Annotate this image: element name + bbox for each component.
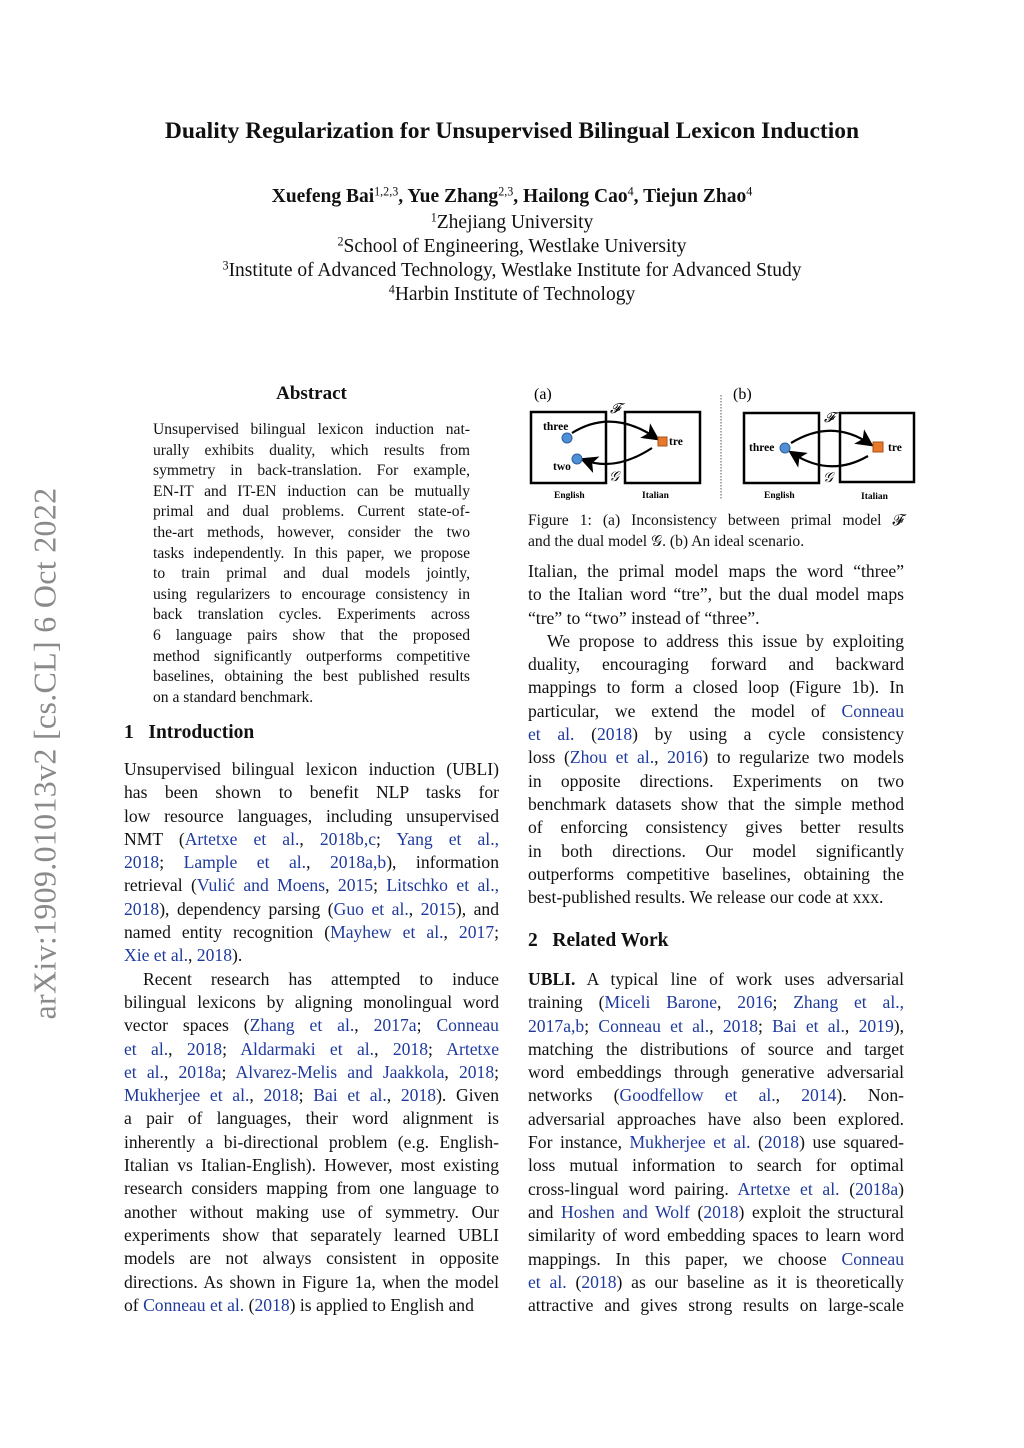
citation-link[interactable]: Hoshen and Wolf bbox=[561, 1201, 690, 1222]
text-line: Xie et al., 2018). bbox=[124, 945, 243, 966]
figure-panel-b bbox=[733, 386, 914, 502]
citation-link[interactable]: Goodfellow et al. bbox=[619, 1085, 776, 1106]
affiliation-name: Zhejiang University bbox=[436, 212, 594, 233]
text-line: cross-lingual word pairing. Artetxe et al. (2018a) bbox=[528, 1178, 904, 1199]
text-line: For instance, Mukherjee et al. (2018) use squared- bbox=[528, 1132, 904, 1153]
citation-link[interactable]: 2018 bbox=[124, 898, 160, 919]
text-line: in opposite directions. Experiments on two bbox=[528, 770, 904, 791]
author: Tiejun Zhao bbox=[643, 186, 747, 207]
citation-link[interactable]: Guo et al. bbox=[333, 898, 409, 919]
text-line: the-art methods, however, consider the two bbox=[153, 523, 470, 541]
citation-link[interactable]: Mukherjee et al. bbox=[124, 1085, 250, 1106]
text-line: word embeddings through generative adversarial bbox=[528, 1062, 904, 1083]
author-affiliation-mark: 4 bbox=[627, 184, 634, 199]
section-number: 2 bbox=[528, 930, 538, 951]
text-line: et al. (2018) as our baseline as it is theoretically bbox=[528, 1271, 904, 1292]
citation-link[interactable]: 2018 bbox=[458, 1061, 495, 1082]
panel-label: (a) bbox=[534, 386, 552, 403]
abstract-heading: Abstract bbox=[276, 383, 347, 404]
affiliation-mark: 1 bbox=[430, 210, 437, 225]
text-line: mappings. In this paper, we choose Conneau bbox=[528, 1248, 904, 1269]
citation-link[interactable]: Bai et al. bbox=[772, 1015, 845, 1036]
figure-panel-a bbox=[531, 386, 700, 501]
section-number: 1 bbox=[124, 722, 134, 743]
citation-link[interactable]: Zhang et al., bbox=[793, 992, 905, 1013]
citation-link[interactable]: 2017a,b bbox=[528, 1015, 585, 1036]
figure-caption bbox=[528, 511, 904, 552]
panel-label: (b) bbox=[733, 386, 752, 403]
text-line: networks (Goodfellow et al., 2014). Non- bbox=[528, 1085, 904, 1106]
citation-link[interactable]: Artetxe bbox=[446, 1038, 500, 1059]
related-work-body bbox=[528, 968, 904, 1317]
text-line: best-published results. We release our code at xxx. bbox=[528, 887, 884, 908]
citation-link[interactable]: 2018 bbox=[722, 1015, 759, 1036]
text-line: method significantly outperforms competitive bbox=[153, 647, 470, 665]
language-label: Italian bbox=[861, 492, 888, 502]
citation-link[interactable]: Litschko et al., bbox=[386, 875, 499, 896]
text-line: using regularizers to encourage consistency in bbox=[153, 585, 470, 603]
introduction-body bbox=[124, 758, 499, 1317]
citation-link[interactable]: 2014 bbox=[801, 1085, 837, 1106]
citation-link[interactable]: 2017a bbox=[373, 1015, 417, 1036]
text-line: training (Miceli Barone, 2016; Zhang et al., bbox=[528, 992, 905, 1013]
citation-link[interactable]: Conneau et al. bbox=[143, 1294, 245, 1315]
citation-link[interactable]: 2018a bbox=[855, 1178, 899, 1199]
text-line: bilingual lexicons by aligning monolingual word bbox=[124, 991, 499, 1012]
text-line: primal and dual problems. Current state-of- bbox=[153, 503, 470, 521]
citation-link[interactable]: 2015 bbox=[337, 875, 374, 896]
text-line: 6 language pairs show that the proposed bbox=[153, 626, 470, 644]
text-line: outperforms competitive baselines, obtaining the bbox=[528, 863, 904, 884]
text-line: inherently a bi-directional problem (e.g. English- bbox=[124, 1131, 499, 1152]
affiliation-name: Institute of Advanced Technology, Westlake Institute for Advanced Study bbox=[228, 260, 802, 281]
citation-link[interactable]: Conneau bbox=[436, 1015, 499, 1036]
citation-link[interactable]: 2016 bbox=[737, 992, 773, 1013]
citation-link[interactable]: 2016 bbox=[667, 747, 703, 768]
citation-link[interactable]: 2015 bbox=[420, 898, 456, 919]
text-line: and the dual model 𝒢. (b) An ideal scenario. bbox=[528, 532, 805, 550]
language-label: English bbox=[554, 491, 585, 501]
citation-link[interactable]: Conneau bbox=[841, 700, 904, 721]
citation-link[interactable]: Yang et al., bbox=[396, 828, 499, 849]
text-line: urally exhibits duality, which results from bbox=[153, 441, 470, 459]
citation-link[interactable]: Artetxe et al. bbox=[184, 828, 300, 849]
text-line: Italian, the primal model maps the word “three” bbox=[528, 561, 904, 581]
text-line: to train primal and dual models jointly, bbox=[153, 565, 470, 583]
citation-link[interactable]: 2018 bbox=[596, 724, 633, 745]
text-line: Unsupervised bilingual lexicon induction (UBLI) bbox=[124, 759, 499, 779]
citation-link[interactable]: Mayhew et al. bbox=[330, 922, 444, 943]
text-line: Mukherjee et al., 2018; Bai et al., 2018). Given bbox=[124, 1085, 499, 1106]
text-line: particular, we extend the model of Conneau bbox=[528, 700, 904, 721]
citation-link[interactable]: 2017 bbox=[458, 922, 495, 943]
text-line: to the Italian word “tre”, but the dual model maps bbox=[528, 584, 904, 605]
text-line: retrieval (Vulić and Moens, 2015; Litschko et al., bbox=[124, 875, 499, 896]
text-line: et al. (2018) by using a cycle consistency bbox=[528, 724, 904, 745]
paragraph-lead: UBLI. bbox=[528, 969, 576, 989]
text-line: mappings to form a closed loop (Figure 1b). In bbox=[528, 677, 904, 698]
word-label: three bbox=[543, 421, 569, 433]
citation-link[interactable]: et al. bbox=[124, 1061, 164, 1082]
figure-1 bbox=[0, 0, 1024, 520]
citation-link[interactable]: 2018 bbox=[400, 1085, 437, 1106]
word-label: tre bbox=[669, 436, 683, 448]
dual-mapping-arrow bbox=[792, 453, 868, 466]
text-line: Recent research has attempted to induce bbox=[143, 968, 499, 989]
citation-link[interactable]: Conneau et al. bbox=[598, 1015, 710, 1036]
paper-title: Duality Regularization for Unsupervised Bilingual Lexicon Induction bbox=[164, 118, 860, 144]
citation-link[interactable]: et al. bbox=[528, 1271, 567, 1292]
introduction-body-continued bbox=[528, 560, 904, 909]
text-line: UBLI. A typical line of work uses adversarial bbox=[528, 969, 904, 989]
author-list: Xuefeng Bai$^{1,2,3}$, Yue Zhang$^{2,3}$, Hailong Cao$^4$, Tiejun Zhao$^4$ bbox=[271, 184, 753, 207]
citation-link[interactable]: Vulić and Moens bbox=[196, 875, 326, 896]
dual-model-label: 𝒢 bbox=[823, 471, 833, 486]
text-line: of enforcing consistency gives better results bbox=[528, 817, 904, 838]
text-line: directions. As shown in Figure 1a, when the model bbox=[124, 1271, 499, 1292]
text-line: models are not always consistent in opposite bbox=[124, 1248, 499, 1269]
dual-model-label: 𝒢 bbox=[609, 470, 619, 485]
citation-link[interactable]: 2018a,b bbox=[329, 852, 387, 873]
text-line: Figure 1: (a) Inconsistency between primal model 𝓕 bbox=[528, 512, 904, 529]
text-line: low resource languages, including unsupervised bbox=[124, 805, 499, 826]
citation-link[interactable]: Alvarez-Melis and Jaakkola bbox=[235, 1061, 445, 1082]
language-label: English bbox=[764, 491, 795, 501]
affiliation-name: Harbin Institute of Technology bbox=[394, 284, 636, 305]
citation-link[interactable]: 2018 bbox=[124, 852, 160, 873]
text-line: loss mutual information to search for optimal bbox=[528, 1155, 904, 1176]
citation-link[interactable]: Zhou et al. bbox=[569, 747, 655, 768]
text-line: EN-IT and IT-EN induction can be mutually bbox=[153, 482, 470, 500]
citation-link[interactable]: Lample et al. bbox=[183, 852, 307, 873]
citation-link[interactable]: 2018 bbox=[392, 1038, 428, 1059]
word-label: tre bbox=[888, 442, 902, 454]
text-line: 2018; Lample et al., 2018a,b), information bbox=[124, 852, 499, 873]
text-line: research considers mapping from one language to bbox=[124, 1178, 499, 1199]
text-line: Italian vs Italian-English). However, most existing bbox=[124, 1155, 499, 1176]
two-point bbox=[572, 454, 582, 464]
primal-model-label: 𝓕 bbox=[610, 402, 621, 417]
text-line: in both directions. Our model significantly bbox=[528, 840, 904, 861]
text-line: attractive and gives strong results on large-scale bbox=[528, 1295, 904, 1316]
citation-link[interactable]: Bai et al. bbox=[313, 1085, 387, 1106]
author-affiliation-mark: 1,2,3 bbox=[374, 184, 399, 199]
affiliation-name: School of Engineering, Westlake University bbox=[343, 236, 687, 257]
affiliation-mark: 3 bbox=[222, 258, 229, 273]
author-affiliation-mark: 2,3 bbox=[498, 184, 514, 199]
citation-link[interactable]: 2019 bbox=[858, 1015, 894, 1036]
text-line: tasks independently. In this paper, we propose bbox=[153, 544, 470, 562]
citation-link[interactable]: Aldarmaki et al. bbox=[240, 1038, 375, 1059]
text-line: 2018), dependency parsing (Guo et al., 2015), and bbox=[124, 898, 500, 919]
three-point bbox=[780, 443, 790, 453]
author: Xuefeng Bai bbox=[271, 186, 375, 207]
arxiv-stamp: arXiv:1909.01013v2 [cs.CL] 6 Oct 2022 bbox=[26, 487, 63, 1020]
text-line: NMT (Artetxe et al., 2018b,c; Yang et al., bbox=[124, 828, 499, 849]
text-line: has been shown to benefit NLP tasks for bbox=[124, 782, 499, 803]
text-line: of Conneau et al. (2018) is applied to English and bbox=[124, 1294, 474, 1315]
section-title: Introduction bbox=[148, 722, 255, 743]
text-line: symmetry in back-translation. For example, bbox=[153, 462, 470, 480]
section-heading-related-work bbox=[528, 930, 668, 952]
text-line: We propose to address this issue by exploiting bbox=[547, 630, 904, 651]
text-line: benchmark datasets show that the simple method bbox=[528, 793, 904, 814]
citation-link[interactable]: 2018a bbox=[178, 1061, 222, 1082]
citation-link[interactable]: et al. bbox=[528, 724, 575, 745]
citation-link[interactable]: 2018 bbox=[263, 1085, 299, 1106]
italian-space-box bbox=[625, 412, 700, 483]
primal-model-label: 𝓕 bbox=[824, 411, 835, 426]
section-title: Related Work bbox=[552, 930, 669, 951]
citation-link[interactable]: 2018 bbox=[254, 1294, 290, 1315]
citation-link[interactable]: Miceli Barone bbox=[604, 992, 718, 1013]
tre-point bbox=[658, 437, 667, 446]
language-label: Italian bbox=[642, 491, 669, 501]
citation-link[interactable]: 2018 bbox=[581, 1271, 617, 1292]
text-line: et al., 2018a; Alvarez-Melis and Jaakkola, 2018; bbox=[124, 1061, 500, 1082]
three-point bbox=[562, 433, 572, 443]
text-line: duality, encouraging forward and backward bbox=[528, 654, 904, 675]
citation-link[interactable]: 2018 bbox=[186, 1038, 223, 1059]
text-line: “tre” to “two” instead of “three”. bbox=[528, 607, 760, 628]
citation-link[interactable]: Zhang et al. bbox=[249, 1015, 355, 1036]
section-heading-introduction bbox=[124, 722, 254, 744]
text-line: adversarial approaches have also been explored. bbox=[528, 1108, 904, 1129]
text-line: baselines, obtaining the best published results bbox=[153, 668, 470, 686]
citation-link[interactable]: 2018b,c bbox=[319, 828, 377, 849]
primal-mapping-arrow bbox=[791, 431, 870, 444]
text-line: experiments show that separately learned UBLI bbox=[124, 1224, 499, 1245]
text-line: vector spaces (Zhang et al., 2017a; Conneau bbox=[124, 1015, 499, 1036]
primal-mapping-arrow bbox=[572, 422, 656, 438]
affiliation-mark: 4 bbox=[388, 282, 395, 297]
citation-link[interactable]: Artetxe et al. bbox=[737, 1178, 840, 1199]
author: Yue Zhang bbox=[407, 186, 499, 207]
affiliation-mark: 2 bbox=[337, 234, 344, 249]
word-label: two bbox=[553, 461, 571, 473]
text-line: 2017a,b; Conneau et al., 2018; Bai et al., 2019), bbox=[528, 1015, 905, 1036]
text-line: loss (Zhou et al., 2016) to regularize two models bbox=[528, 747, 904, 768]
citation-link[interactable]: 2018 bbox=[703, 1201, 739, 1222]
text-line: Unsupervised bilingual lexicon induction nat- bbox=[153, 421, 470, 438]
author-affiliation-mark: 4 bbox=[746, 184, 753, 199]
citation-link[interactable]: et al. bbox=[124, 1038, 169, 1059]
citation-link[interactable]: Xie et al. bbox=[124, 945, 188, 966]
text-line: named entity recognition (Mayhew et al., 2017; bbox=[124, 922, 499, 943]
citation-link[interactable]: 2018 bbox=[196, 945, 232, 966]
text-line: matching the distributions of source and target bbox=[528, 1038, 904, 1059]
text-line: back translation cycles. Experiments across bbox=[153, 606, 470, 624]
tre-point bbox=[873, 442, 883, 452]
text-line: similarity of word embedding spaces to learn word bbox=[528, 1225, 904, 1246]
text-line: and Hoshen and Wolf (2018) exploit the structural bbox=[528, 1201, 904, 1222]
citation-link[interactable]: 2018 bbox=[763, 1132, 800, 1153]
author: Hailong Cao bbox=[523, 186, 628, 207]
text-line: a pair of languages, their word alignment is bbox=[124, 1108, 499, 1129]
text-line: on a standard benchmark. bbox=[153, 688, 314, 706]
word-label: three bbox=[749, 442, 775, 454]
citation-link[interactable]: Mukherjee et al. bbox=[629, 1132, 751, 1153]
text-line: et al., 2018; Aldarmaki et al., 2018; Artetxe bbox=[124, 1038, 500, 1059]
dual-mapping-arrow bbox=[584, 448, 652, 464]
text-line: another without making use of symmetry. Our bbox=[124, 1201, 499, 1222]
citation-link[interactable]: Conneau bbox=[841, 1248, 904, 1269]
